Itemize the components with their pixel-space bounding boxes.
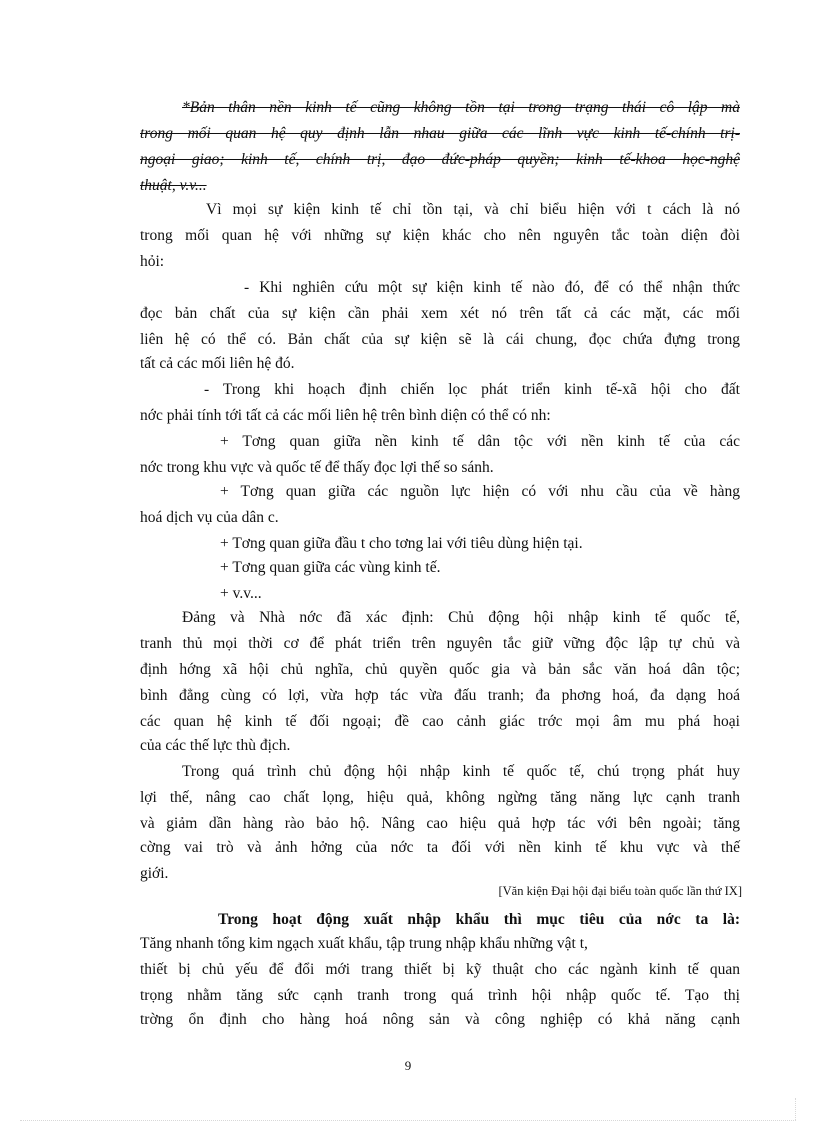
text-line: + Tơng quan giữa nền kinh tế dân tộc với nền kinh tế của các bbox=[220, 433, 740, 450]
text-line: + Tơng quan giữa đầu t cho tơng lai với tiêu dùng hiện tại. bbox=[220, 535, 583, 552]
text-line: Đảng và Nhà nớc đã xác định: Chủ động hội nhập kinh tế quốc tế, bbox=[182, 609, 740, 626]
citation: [Văn kiện Đại hội đại biểu toàn quốc lần thứ IX] bbox=[498, 884, 742, 898]
text-line: thuật, v.v... bbox=[140, 177, 207, 194]
text-line: Vì mọi sự kiện kinh tế chỉ tồn tại, và chỉ biểu hiện với t cách là nó bbox=[206, 201, 740, 218]
text-line: cờng vai trò và ảnh hởng của nớc ta đối với nền kinh tế khu vực và thế bbox=[140, 839, 740, 856]
text-line: thiết bị chủ yếu để đổi mới trang thiết bị kỹ thuật cho các ngành kinh tế quan bbox=[140, 961, 740, 978]
text-line: liên hệ có thể có. Bản chất của sự kiện sẽ là cái chung, đọc chứa đựng trong bbox=[140, 331, 740, 348]
text-line: và giảm dần hàng rào bảo hộ. Nâng cao hiệu quả hợp tác với bên ngoài; tăng bbox=[140, 815, 740, 832]
text-line: trong mối quan hệ quy định lẫn nhau giữa các lĩnh vực kinh tế-chính trị- bbox=[140, 125, 740, 142]
text-line: định hớng xã hội chủ nghĩa, chủ quyền quốc gia và bản sắc văn hoá dân tộc; bbox=[140, 661, 740, 678]
text-line: đọc bản chất của sự kiện cần phải xem xét nó trên tất cả các mặt, các mối bbox=[140, 305, 740, 322]
page-number: 9 bbox=[404, 1058, 412, 1073]
text-line: giới. bbox=[140, 865, 169, 882]
text-line: + v.v... bbox=[220, 585, 262, 602]
text-line: hoá dịch vụ của dân c. bbox=[140, 509, 279, 526]
text-line: tranh thủ mọi thời cơ để phát triển trên nguyên tắc giữ vững độc lập tự chủ và bbox=[140, 635, 740, 652]
text-line: + Tơng quan giữa các nguồn lực hiện có với nhu cầu của về hàng bbox=[220, 483, 740, 500]
text-line: bình đẳng cùng có lợi, vừa hợp tác vừa đấu tranh; đa phơng hoá, đa dạng hoá bbox=[140, 687, 740, 704]
text-line: trọng nhằm tăng sức cạnh tranh trong quá trình hội nhập quốc tế. Tạo thị bbox=[140, 987, 740, 1004]
text-line: của các thế lực thù địch. bbox=[140, 737, 291, 754]
text-line: trong mối quan hệ với những sự kiện khác cho nên nguyên tắc toàn diện đòi bbox=[140, 227, 740, 244]
text-line: nớc phải tính tới tất cả các mối liên hệ trên bình diện có thể có nh: bbox=[140, 407, 551, 424]
text-line: Trong hoạt động xuất nhập khẩu thì mục tiêu của nớc ta là: bbox=[218, 911, 740, 928]
text-line: - Trong khi hoạch định chiến lọc phát triển kinh tế-xã hội cho đất bbox=[204, 381, 740, 398]
page-edge-divider bbox=[20, 1120, 796, 1121]
text-line: nớc trong khu vực và quốc tế để thấy đọc lợi thế so sánh. bbox=[140, 459, 494, 476]
text-line: lợi thế, nâng cao chất lọng, hiệu quả, không ngừng tăng năng lực cạnh tranh bbox=[140, 789, 740, 806]
text-line: ngoại giao; kinh tế, chính trị, đạo đức-pháp quyền; kinh tế-khoa học-nghệ bbox=[140, 151, 740, 168]
text-line: các quan hệ kinh tế đối ngoại; đề cao cảnh giác trớc mọi âm mu phá hoại bbox=[140, 713, 740, 730]
text-line: hỏi: bbox=[140, 253, 165, 270]
text-line: tất cả các mối liên hệ đó. bbox=[140, 355, 295, 372]
text-line: *Bản thân nền kinh tế cũng không tồn tại trong trạng thái cô lập mà bbox=[182, 99, 740, 116]
text-line: - Khi nghiên cứu một sự kiện kinh tế nào đó, để có thể nhận thức bbox=[244, 279, 740, 296]
text-line: trờng ổn định cho hàng hoá nông sản và công nghiệp có khả năng cạnh bbox=[140, 1011, 740, 1028]
text-line: Tăng nhanh tổng kim ngạch xuất khẩu, tập trung nhập khẩu những vật t, bbox=[140, 935, 588, 952]
text-line: Trong quá trình chủ động hội nhập kinh tế quốc tế, chú trọng phát huy bbox=[182, 763, 740, 780]
page-corner-divider bbox=[795, 1098, 796, 1120]
text-line: + Tơng quan giữa các vùng kinh tế. bbox=[220, 559, 441, 576]
